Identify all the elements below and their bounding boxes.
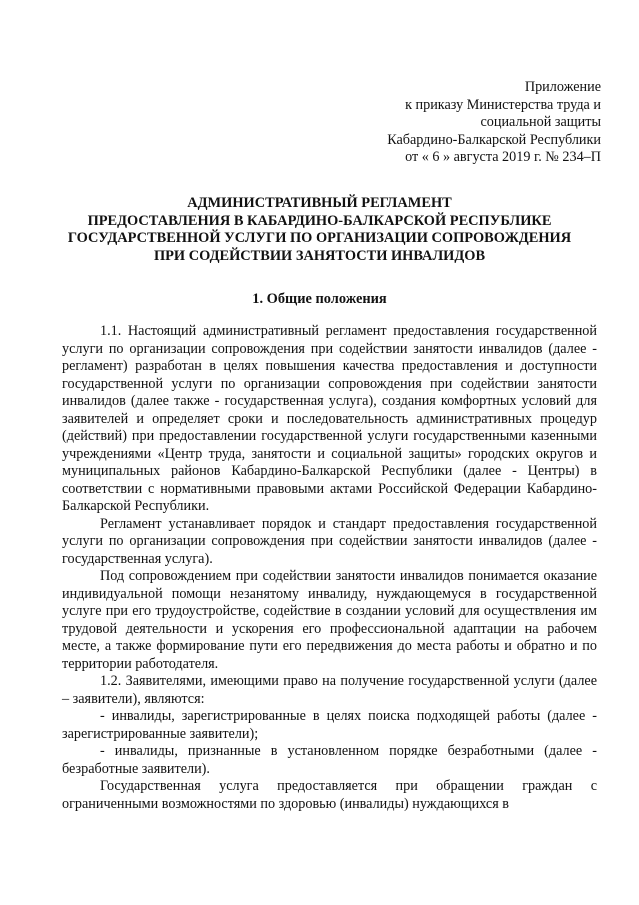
document-title	[30, 195, 609, 265]
title-line: ГОСУДАРСТВЕННОЙ УСЛУГИ ПО ОРГАНИЗАЦИИ СОПРОВОЖДЕНИЯ	[67, 230, 572, 247]
paragraph: Под сопровождением при содействии занятости инвалидов понимается оказание индивидуальной помощи незанятому инвалиду, нуждающемуся в государственной услуге при его трудоустройстве, содействие в создании условий для осуществления им трудовой деятельности и ускорения его профессиональной адаптации на рабочем месте, а также формирование пути его передвижения до места работы и обратно и по территории работодателя.	[62, 568, 597, 672]
paragraph: - инвалиды, признанные в установленном порядке безработными (далее - безработные заявители).	[62, 743, 597, 777]
annex-order-date-line: от « 6 » августа 2019 г. № 234–П	[405, 149, 601, 166]
title-line: ПРЕДОСТАВЛЕНИЯ В КАБАРДИНО-БАЛКАРСКОЙ РЕСПУБЛИКЕ	[87, 212, 552, 229]
title-line: ПРИ СОДЕЙСТВИИ ЗАНЯТОСТИ ИНВАЛИДОВ	[153, 247, 486, 264]
paragraph: Государственная услуга предоставляется при обращении граждан с ограниченными возможностями по здоровью (инвалиды) нуждающихся в	[62, 778, 597, 812]
paragraph: 1.2. Заявителями, имеющими право на получение государственной услуги (далее – заявители), являются:	[62, 673, 597, 707]
paragraph: Регламент устанавливает порядок и стандарт предоставления государственной услуги по организации сопровождения при содействии занятости инвалидов (далее - государственная услуга).	[62, 515, 597, 567]
annex-block	[301, 79, 601, 167]
annex-line: к приказу Министерства труда и	[405, 96, 601, 113]
paragraph: 1.1. Настоящий административный регламент предоставления государственной услуги по организации сопровождения при содействии занятости инвалидов (далее - регламент) разработан в целях повышения качества предоставления и доступности государственной услуги по организации сопровождения при содействии занятости инвалидов (далее также - государственная услуга), создания комфортных условий для заявителей и определяет сроки и последовательность административных процедур (действий) при предоставлении государственной услуги государственными казенными учреждениями «Центр труда, занятости и социальной защиты» городских округов и муниципальных районов Кабардино-Балкарской Республики (далее - Центры) в соответствии с нормативными правовыми актами Российской Федерации Кабардино-Балкарской Республики.	[62, 323, 597, 514]
document-body	[62, 323, 597, 813]
annex-line: Кабардино-Балкарской Республики	[387, 131, 601, 148]
annex-line: Приложение	[524, 79, 601, 95]
section-heading: 1. Общие положения	[252, 291, 387, 307]
title-line: АДМИНИСТРАТИВНЫЙ РЕГЛАМЕНТ	[187, 195, 452, 211]
annex-line: социальной защиты	[480, 114, 601, 131]
paragraph: - инвалиды, зарегистрированные в целях поиска подходящей работы (далее - зарегистрированные заявители);	[62, 708, 597, 742]
